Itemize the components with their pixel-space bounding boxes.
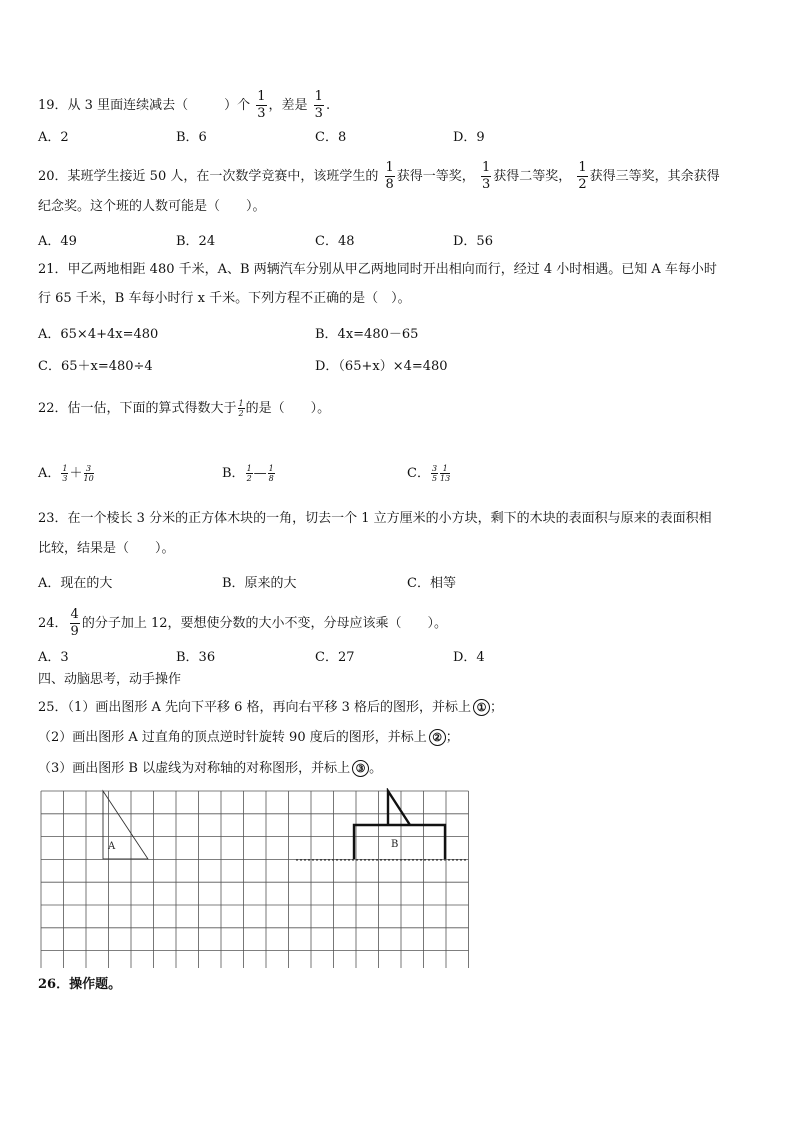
q20-option-d[interactable]: D．56 bbox=[453, 234, 493, 249]
q22-stem: 22．估一估，下面的算式得数大于 $\frac{1}{2}$ 的是（ ）。 bbox=[38, 399, 331, 418]
q22-fraction: $\frac{1}{2}$ bbox=[238, 399, 244, 418]
q20-stem: 20．某班学生接近 50 人，在一次数学竞赛中，该班学生的 $\frac{1}{8}$ 获得一等奖， $\frac{1}{3}$ 获得二等奖， $\frac{1}{2}$ 获得三等奖，其余获得 bbox=[38, 160, 720, 192]
q24-fraction: $\frac{4}{9}$ bbox=[70, 607, 79, 639]
q19-fraction-1: $\frac{1}{3}$ bbox=[257, 89, 266, 121]
q25-part3: （3）画出图形 B 以虚线为对称轴的对称图形，并标上 ③ 。 bbox=[38, 761, 383, 776]
q24-option-a[interactable]: A．3 bbox=[38, 650, 69, 665]
q25-part1: 25．（1）画出图形 A 先向下平移 6 格，再向右平移 3 格后的图形，并标上 ① ； bbox=[38, 700, 504, 715]
q19-option-b[interactable]: B．6 bbox=[176, 130, 207, 145]
q23-option-b[interactable]: B．原来的大 bbox=[222, 576, 297, 591]
q21-stem-line2: 行 65 千米，B 车每小时行 x 千米。下列方程不正确的是（ ）。 bbox=[38, 291, 411, 306]
q23-stem: 23．在一个棱长 3 分米的正方体木块的一角，切去一个 1 立方厘米的小方块，剩下的木块的表面积与原来的表面积相 bbox=[38, 511, 712, 526]
q24-stem: 24． $\frac{4}{9}$ 的分子加上 12，要想使分数的大小不变，分母应该乘（ ）。 bbox=[38, 607, 448, 639]
q20-option-c[interactable]: C．48 bbox=[315, 234, 355, 249]
q25-part2: （2）画出图形 A 过直角的顶点逆时针旋转 90 度后的图形，并标上 ② ； bbox=[38, 730, 459, 745]
q20-fraction-3: $\frac{1}{2}$ bbox=[578, 160, 587, 192]
q21-option-a[interactable]: A．65×4+4x=480 bbox=[38, 327, 159, 342]
q21-stem: 21．甲乙两地相距 480 千米，A、B 两辆汽车分别从甲乙两地同时开出相向而行，经过 4 小时相遇。已知 A 车每小时 bbox=[38, 262, 717, 277]
q20-stem-line2: 纪念奖。这个班的人数可能是（ ）。 bbox=[38, 199, 266, 214]
section-heading: 四、动脑思考，动手操作 bbox=[38, 672, 182, 687]
q21-option-d[interactable]: D．（65+x）×4=480 bbox=[315, 359, 448, 374]
q24-option-c[interactable]: C．27 bbox=[315, 650, 355, 665]
q21-option-c[interactable]: C．65＋x=480÷4 bbox=[38, 359, 153, 374]
q21-option-b[interactable]: B．4x=480－65 bbox=[315, 327, 419, 342]
q20-fraction-1: $\frac{1}{8}$ bbox=[385, 160, 394, 192]
mark-3: ③ bbox=[352, 760, 369, 777]
q23-option-c[interactable]: C．相等 bbox=[407, 576, 456, 591]
q26-heading: 26．操作题。 bbox=[38, 977, 122, 992]
q19-fraction-2: $\frac{1}{3}$ bbox=[314, 89, 323, 121]
q22-option-b[interactable]: B． $\frac{1}{2}$ — $\frac{1}{8}$ bbox=[222, 464, 274, 483]
q25-grid-figure[interactable] bbox=[38, 788, 478, 968]
shape-b-label: B bbox=[391, 839, 399, 850]
mark-1: ① bbox=[473, 699, 490, 716]
shape-a-label: A bbox=[108, 841, 116, 852]
q22-option-c[interactable]: C． $\frac{3}{5}$ $\frac{1}{13}$ bbox=[407, 464, 451, 483]
q24-option-d[interactable]: D．4 bbox=[453, 650, 485, 665]
q23-option-a[interactable]: A．现在的大 bbox=[38, 576, 113, 591]
q20-option-a[interactable]: A．49 bbox=[38, 234, 77, 249]
q20-fraction-2: $\frac{1}{3}$ bbox=[481, 160, 491, 192]
q24-option-b[interactable]: B．36 bbox=[176, 650, 216, 665]
shape-b bbox=[354, 791, 445, 859]
q23-stem-line2: 比较，结果是（ ）。 bbox=[38, 541, 175, 556]
q19-stem: 19．从 3 里面连续减去（ ）个 $\frac{1}{3}$ ，差是 $\frac{1}{3}$ . bbox=[38, 89, 331, 121]
q20-option-b[interactable]: B．24 bbox=[176, 234, 216, 249]
mark-2: ② bbox=[429, 729, 446, 746]
q22-option-a[interactable]: A． $\frac{1}{3}$ ＋ $\frac{3}{10}$ bbox=[38, 464, 94, 483]
q19-option-d[interactable]: D．9 bbox=[453, 130, 485, 145]
q19-option-c[interactable]: C．8 bbox=[315, 130, 347, 145]
q19-option-a[interactable]: A．2 bbox=[38, 130, 69, 145]
